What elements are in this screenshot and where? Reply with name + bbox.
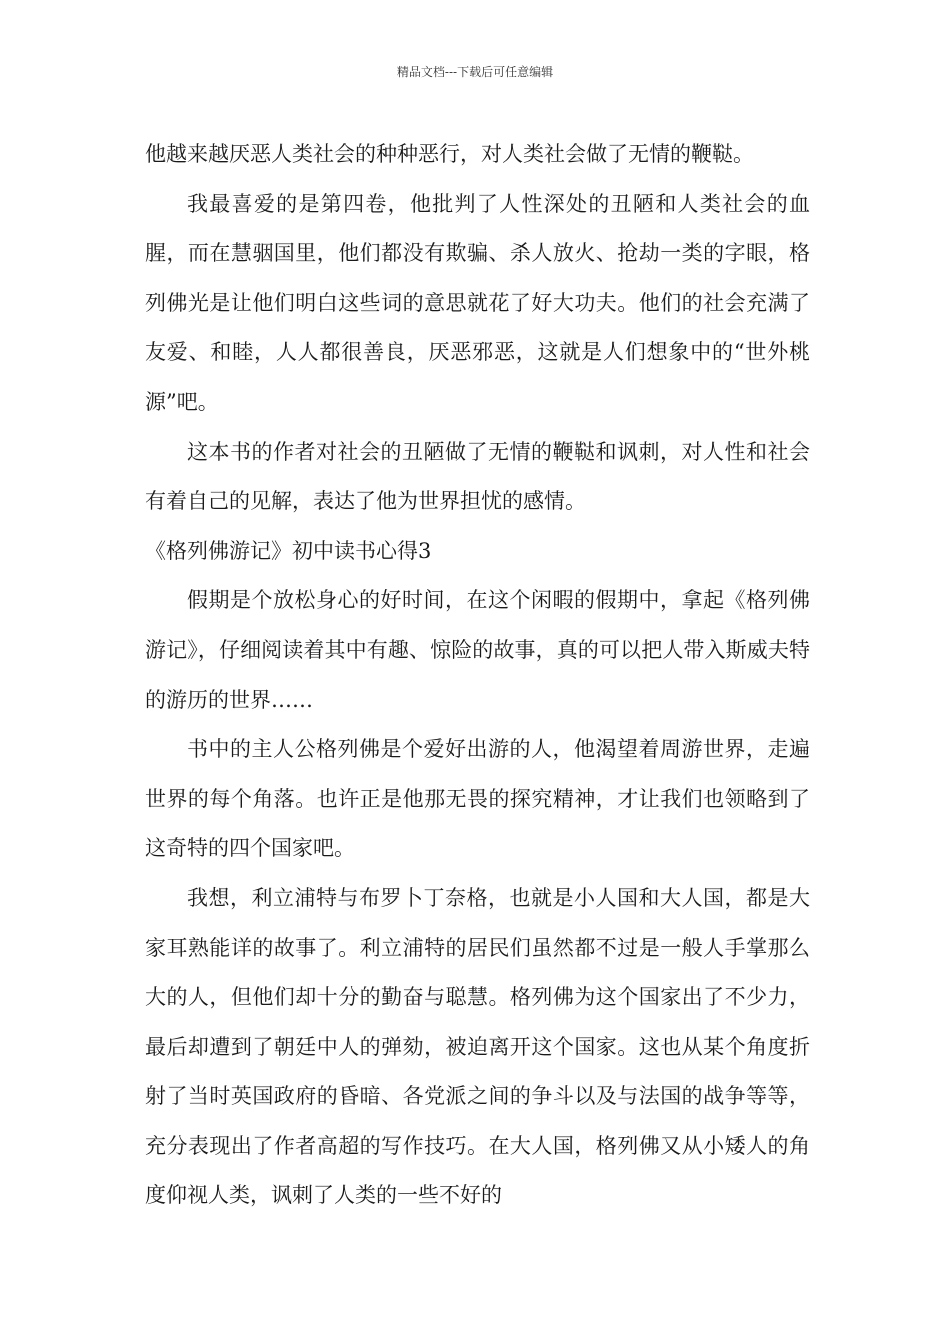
paragraph: 这本书的作者对社会的丑陋做了无情的鞭鞑和讽刺，对人性和社会有着自己的见解，表达了他为世界担忧的感情。 — [145, 439, 810, 514]
section-heading: 《格列佛游记》初中读书心得3 — [145, 538, 432, 563]
document-body — [145, 130, 810, 1221]
paragraph: 书中的主人公格列佛是个爱好出游的人，他渴望着周游世界，走遍世界的每个角落。也许正是他那无畏的探究精神，才让我们也领略到了这奇特的四个国家吧。 — [145, 737, 810, 861]
paragraph: 我想，利立浦特与布罗卜丁奈格，也就是小人国和大人国，都是大家耳熟能详的故事了。利立浦特的居民们虽然都不过是一般人手掌那么大的人，但他们却十分的勤奋与聪慧。格列佛为这个国家出了不少力，最后却遭到了朝廷中人的弹劾，被迫离开这个国家。这也从某个角度折射了当时英国政府的昏暗、各党派之间的争斗以及与法国的战争等等，充分表现出了作者高超的写作技巧。在大人国，格列佛又从小矮人的角度仰视人类，讽刺了人类的一些不好的 — [145, 885, 810, 1208]
paragraph: 我最喜爱的是第四卷，他批判了人性深处的丑陋和人类社会的血腥，而在慧骃国里，他们都没有欺骗、杀人放火、抢劫一类的字眼，格列佛光是让他们明白这些词的意思就花了好大功夫。他们的社会充满了友爱、和睦，人人都很善良，厌恶邪恶，这就是人们想象中的“世外桃源”吧。 — [145, 191, 810, 414]
paragraph: 假期是个放松身心的好时间，在这个闲暇的假期中，拿起《格列佛游记》，仔细阅读着其中有趣、惊险的故事，真的可以把人带入斯威夫特的游历的世界…… — [145, 588, 810, 712]
page-header: 精品文档---下载后可任意编辑 — [396, 65, 554, 79]
paragraph-continuation: 他越来越厌恶人类社会的种种恶行，对人类社会做了无情的鞭鞑。 — [145, 142, 754, 166]
